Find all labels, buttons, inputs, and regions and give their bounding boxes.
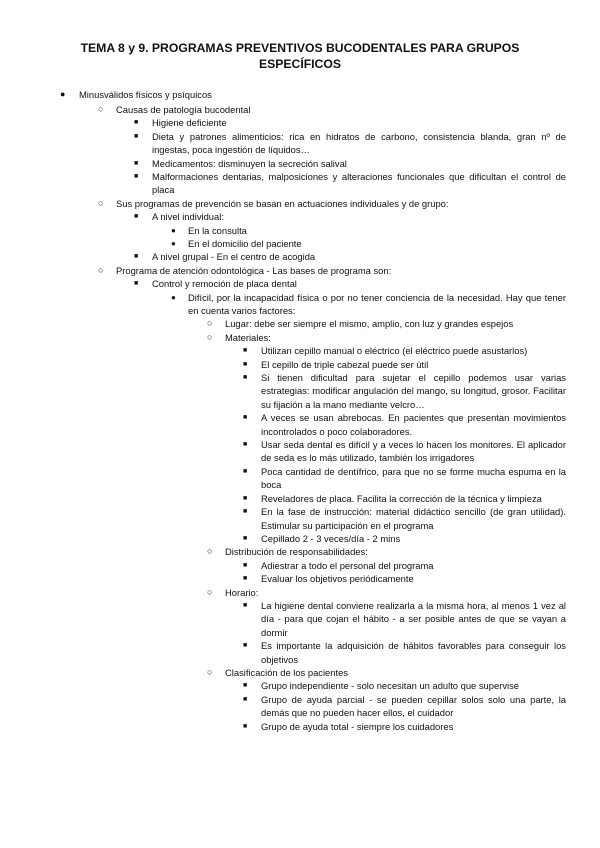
outline-item-text: Sus programas de prevención se basan en actuaciones individuales y de grupo: xyxy=(116,197,449,209)
outline-item-text: Usar seda dental es difícil y a veces lo hacen los monitores. El aplicador de seda es lo más utilizado, también los irrigadores xyxy=(261,439,566,464)
outline-item-text: Cepillado 2 - 3 veces/día - 2 mins xyxy=(261,532,401,544)
bullet-icon: ■ xyxy=(243,722,248,730)
bullet-icon: ■ xyxy=(243,494,248,502)
outline-item-level-5 xyxy=(0,545,566,558)
outline-item-level-4 xyxy=(0,291,566,318)
outline-item-text: Difícil, por la incapacidad física o por no tener conciencia de la necesidad. Hay que tener en cuenta varios factores: xyxy=(188,291,566,316)
outline-item-level-6 xyxy=(0,693,566,720)
outline-item-text: Grupo independiente - solo necesitan un adulto que supervise xyxy=(261,680,519,692)
bullet-icon: ■ xyxy=(243,360,248,368)
outline-item-text: Utilizan cepillo manual o eléctrico (el eléctrico puede asustarlos) xyxy=(261,345,528,357)
outline-item-text: Programa de atención odontológica - Las bases de programa son: xyxy=(116,264,392,276)
bullet-icon: ○ xyxy=(207,331,213,342)
bullet-icon: ■ xyxy=(134,213,139,221)
outline-item-text: Malformaciones dentarias, malposiciones y alteraciones funcionales que dificultan el control de placa xyxy=(152,170,566,196)
outline-item-text: Grupo de ayuda parcial - se pueden cepillar solos solo una parte, la demás que no pueden hacer ellos, el cuidador xyxy=(261,693,566,719)
outline-item-level-2 xyxy=(0,197,566,210)
bullet-icon: ■ xyxy=(134,159,139,167)
bullet-icon: ○ xyxy=(207,586,213,597)
outline-item-text: Minusválidos físicos y psíquicos xyxy=(79,89,212,100)
bullet-icon: ■ xyxy=(243,508,248,516)
bullet-icon: ■ xyxy=(243,534,248,542)
outline-item-text: A nivel grupal - En el centro de acogida xyxy=(152,251,316,263)
outline-item-level-5 xyxy=(0,331,566,344)
outline-item-level-6 xyxy=(0,344,566,357)
outline-item-level-6 xyxy=(0,599,566,639)
outline-item-text: A nivel individual: xyxy=(152,211,224,223)
outline-item-level-6 xyxy=(0,679,566,692)
outline-item-text: La higiene dental conviene realizarla a la misma hora, al menos 1 vez al día - para que cojan el hábito - a ser posible antes de que se vayan a dormir xyxy=(261,599,566,638)
bullet-icon: ● xyxy=(171,238,176,248)
bullet-icon: ● xyxy=(171,225,176,235)
outline-item-text: Horario: xyxy=(225,586,259,598)
bullet-icon: ■ xyxy=(243,695,248,703)
outline-item-text: Reveladores de placa. Facilita la corrección de la técnica y limpieza xyxy=(261,492,542,504)
outline-item-level-3 xyxy=(0,170,566,197)
outline-item-text: Grupo de ayuda total - siempre los cuidadores xyxy=(261,720,454,732)
outline-item-level-6 xyxy=(0,371,566,411)
document-title: TEMA 8 y 9. PROGRAMAS PREVENTIVOS BUCODENTALES PARA GRUPOS ESPECÍFICOS xyxy=(80,41,520,71)
outline-item-text: Adiestrar a todo el personal del programa xyxy=(261,559,434,571)
outline-item-text: Medicamentos: disminuyen la secreción salival xyxy=(152,157,347,169)
outline-item-text: Control y remoción de placa dental xyxy=(152,278,297,290)
bullet-icon: ■ xyxy=(243,601,248,609)
outline-item-level-6 xyxy=(0,358,566,371)
outline-item-text: Distribución de responsabilidades: xyxy=(225,546,368,558)
bullet-icon: ■ xyxy=(243,642,248,650)
outline-item-text: Es importante la adquisición de hábitos favorables para conseguir los objetivos xyxy=(261,640,566,665)
outline-item-level-6 xyxy=(0,639,566,666)
outline-item-level-6 xyxy=(0,492,566,505)
outline-item-level-6 xyxy=(0,438,566,465)
outline-item-level-4 xyxy=(0,224,566,237)
bullet-icon: ■ xyxy=(243,441,248,449)
bullet-icon: ■ xyxy=(243,682,248,690)
outline-item-text: Si tienen dificultad para sujetar el cepillo podemos usar varias estrategias: modificar angulación del mango, su longitud, grosor. Facilitar su fijación a la mano mediante velcro… xyxy=(261,372,566,410)
outline-item-level-6 xyxy=(0,465,566,492)
outline-item-level-5 xyxy=(0,666,566,679)
outline-item-level-3 xyxy=(0,157,566,170)
outline-item-level-3 xyxy=(0,130,566,157)
bullet-icon: ■ xyxy=(134,172,139,180)
bullet-icon: ■ xyxy=(134,132,139,140)
bullet-icon: ○ xyxy=(207,666,213,677)
bullet-icon: ■ xyxy=(243,467,248,475)
outline-item-level-4 xyxy=(0,237,566,250)
outline-item-level-6 xyxy=(0,532,566,545)
outline-item-level-6 xyxy=(0,505,566,532)
bullet-icon: ■ xyxy=(134,253,139,261)
outline-item-text: En el domicilio del paciente xyxy=(188,237,302,249)
outline-item-text: A veces se usan abrebocas. En pacientes que presentan movimientos incontrolados o poco colaboradores. xyxy=(261,412,566,437)
bullet-icon: ○ xyxy=(98,197,104,208)
outline-item-level-5 xyxy=(0,317,566,330)
outline-item-level-6 xyxy=(0,559,566,572)
outline-item-level-5 xyxy=(0,586,566,599)
outline-item-text: Higiene deficiente xyxy=(152,117,227,129)
outline-item-text: Dieta y patrones alimenticios: rica en hidratos de carbono, consistencia blanda, gran nº de ingestas, poca ingestión de líquidos… xyxy=(152,130,566,156)
bullet-icon: ● xyxy=(171,292,176,302)
outline-item-text: Materiales: xyxy=(225,331,271,343)
bullet-icon: ● xyxy=(60,89,66,99)
outline-item-text: Poca cantidad de dentífrico, para que no se forme mucha espuma en la boca xyxy=(261,465,566,491)
bullet-icon: ○ xyxy=(207,546,213,557)
outline-item-text: Causas de patología bucodental xyxy=(116,103,251,115)
bullet-icon: ■ xyxy=(134,280,139,288)
outline-item-level-2 xyxy=(0,264,566,277)
bullet-icon: ○ xyxy=(207,318,213,329)
outline-item-level-1 xyxy=(0,88,566,101)
outline-item-level-6 xyxy=(0,411,566,438)
outline-item-level-3 xyxy=(0,116,566,129)
outline-item-text: En la consulta xyxy=(188,224,247,236)
outline-list xyxy=(0,88,600,733)
bullet-icon: ■ xyxy=(243,575,248,583)
outline-item-text: Clasificación de los pacientes xyxy=(225,666,348,678)
outline-item-text: El cepillo de triple cabezal puede ser útil xyxy=(261,358,429,370)
bullet-icon: ■ xyxy=(134,119,139,127)
bullet-icon: ■ xyxy=(243,414,248,422)
outline-item-level-3 xyxy=(0,250,566,263)
bullet-icon: ■ xyxy=(243,561,248,569)
outline-item-level-3 xyxy=(0,277,566,290)
outline-item-text: En la fase de instrucción: material didáctico sencillo (de gran utilidad). Estimular su participación en el programa xyxy=(261,506,566,531)
bullet-icon: ■ xyxy=(243,374,248,382)
bullet-icon: ○ xyxy=(98,103,104,114)
outline-item-level-6 xyxy=(0,720,566,733)
outline-item-level-3 xyxy=(0,210,566,223)
bullet-icon: ■ xyxy=(243,347,248,355)
outline-item-level-6 xyxy=(0,572,566,585)
outline-item-text: Lugar: debe ser siempre el mismo, amplio, con luz y grandes espejos xyxy=(225,318,514,330)
outline-item-text: Evaluar los objetivos periódicamente xyxy=(261,573,414,585)
outline-item-level-2 xyxy=(0,103,566,116)
bullet-icon: ○ xyxy=(98,264,104,275)
